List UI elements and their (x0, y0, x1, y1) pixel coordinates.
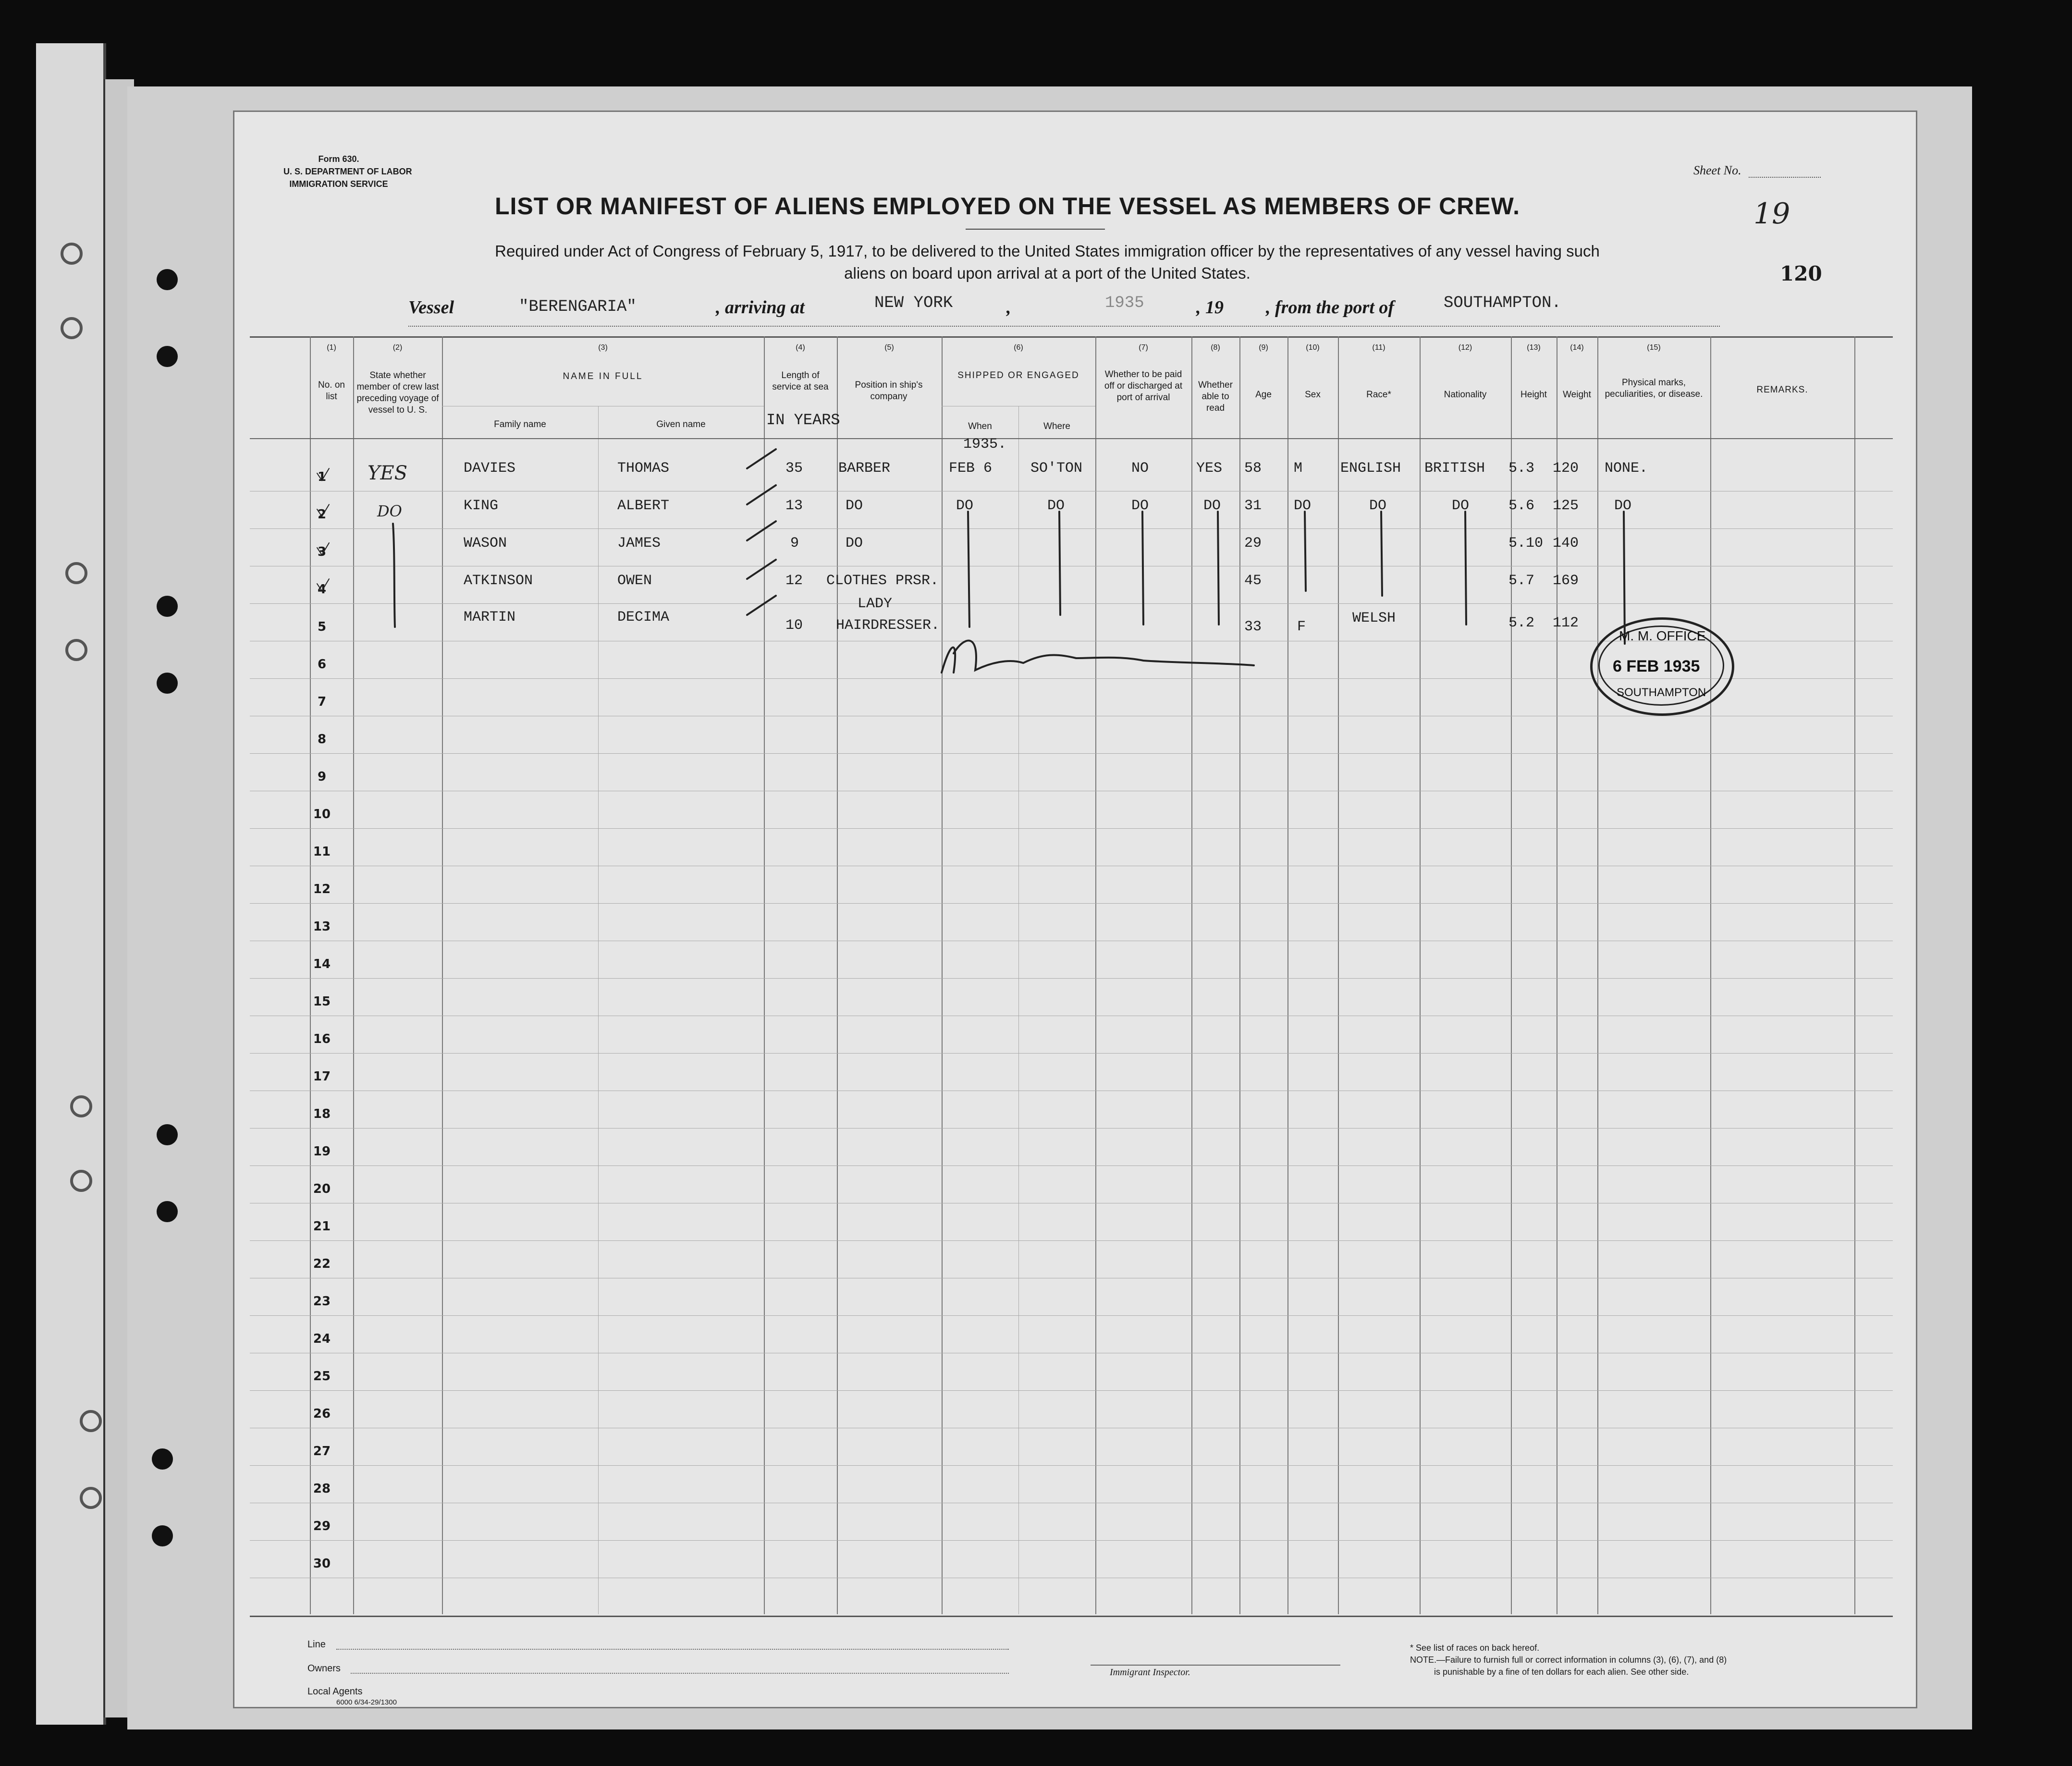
row-number: 26 (313, 1407, 331, 1421)
sheet-number: 19 (1753, 197, 1790, 231)
cell-age: 58 (1244, 460, 1262, 477)
cell-race: WELSH (1352, 610, 1396, 626)
column-head-no: No. on list (318, 380, 345, 402)
column-head-previous-voyage: State whether member of crew last preceding voyage of vessel to U. S. (356, 370, 439, 415)
year-label: , 19 (1196, 297, 1224, 318)
row-number: 1 (317, 470, 327, 484)
column-number: (5) (884, 343, 894, 352)
check-mark (317, 468, 329, 480)
cell-paid-off: NO (1131, 460, 1149, 477)
cell-weight: 125 (1553, 498, 1579, 514)
check-mark (317, 504, 329, 516)
cell-sex: M (1294, 460, 1303, 477)
service-name: IMMIGRATION SERVICE (289, 179, 388, 189)
cell-given-name: JAMES (617, 535, 661, 552)
cell-service: 12 (785, 573, 803, 589)
cell-position: DO (846, 498, 863, 514)
stamp-top-text: M. M. OFFICE (1619, 628, 1706, 643)
row-number: 27 (313, 1444, 331, 1459)
column-head-weight: Weight (1563, 390, 1591, 400)
cell-height: 5.3 (1508, 460, 1535, 477)
column-head-position: Position in ship's company (855, 380, 923, 402)
column-head-age: Age (1255, 390, 1272, 400)
ditto-line (1381, 512, 1382, 596)
ditto-line (1218, 512, 1219, 625)
row-number: 5 (317, 620, 327, 634)
cell-sex: F (1297, 619, 1306, 635)
fine-note-line-1: NOTE.—Failure to furnish full or correct information in columns (3), (6), (7), and (8) (1410, 1655, 1727, 1665)
owners-label: Owners (307, 1663, 341, 1674)
cell-given-name: DECIMA (617, 609, 670, 625)
cell-physical-marks: DO (1614, 498, 1632, 514)
cell-race: ENGLISH (1340, 460, 1401, 477)
ditto-line (393, 524, 395, 627)
subhead-where: Where (1043, 421, 1070, 431)
cell-where: DO (1047, 498, 1065, 514)
cell-given-name: ALBERT (617, 498, 670, 514)
row-number: 30 (313, 1557, 331, 1571)
ditto-line (1305, 512, 1306, 591)
form-number: Form 630. (318, 154, 359, 164)
cell-sex: DO (1294, 498, 1312, 514)
tick-mark (747, 449, 776, 468)
line-label: Line (307, 1639, 326, 1650)
sheet-number-label: Sheet No. (1693, 163, 1741, 177)
races-note: * See list of races on back hereof. (1410, 1643, 1540, 1653)
cell-service: 9 (790, 535, 799, 552)
cell-previous-voyage: DO (377, 502, 402, 520)
cell-weight: 112 (1553, 615, 1579, 631)
local-agents-label: Local Agents (307, 1686, 363, 1697)
arrival-date: 1935 (1105, 294, 1144, 312)
column-head-shipped: SHIPPED OR ENGAGED (957, 370, 1079, 380)
cell-family-name: ATKINSON (464, 573, 533, 589)
cell-height: 5.10 (1508, 535, 1544, 552)
cell-position: BARBER (838, 460, 891, 477)
row-number: 12 (313, 882, 331, 896)
print-code: 6000 6/34-29/1300 (336, 1698, 397, 1706)
cell-physical-marks: NONE. (1605, 460, 1648, 477)
department-name: U. S. DEPARTMENT OF LABOR (283, 167, 412, 176)
cell-position: LADY (858, 596, 893, 612)
stamp-date: 6 FEB 1935 (1613, 657, 1700, 675)
cell-where: SO'TON (1030, 460, 1083, 477)
row-number: 3 (317, 545, 327, 559)
column-head-height: Height (1520, 390, 1547, 400)
cell-age: 29 (1244, 535, 1262, 552)
cell-nationality: DO (1452, 498, 1470, 514)
column-number: (7) (1139, 343, 1148, 352)
column-head-paid-off: Whether to be paid off or discharged at port of arrival (1104, 369, 1183, 403)
cell-when: FEB 6 (949, 460, 993, 477)
check-mark (317, 579, 329, 591)
inspector-field (1091, 1665, 1340, 1666)
arriving-label: , arriving at (716, 297, 805, 318)
subhead-when: When (968, 421, 992, 431)
cell-previous-voyage: YES (368, 462, 408, 484)
row-number: 21 (313, 1219, 331, 1234)
signature (942, 640, 1254, 673)
stamp-bottom-text: SOUTHAMPTON (1617, 686, 1706, 699)
cell-family-name: WASON (464, 535, 507, 552)
tick-mark (747, 560, 776, 579)
owners-field (351, 1673, 1009, 1674)
row-number: 8 (317, 732, 327, 747)
row-number: 15 (313, 994, 331, 1009)
column-head-sex: Sex (1305, 390, 1321, 400)
cell-family-name: MARTIN (464, 609, 516, 625)
row-number: 18 (313, 1107, 331, 1121)
cell-age: 31 (1244, 498, 1262, 514)
cell-given-name: THOMAS (617, 460, 670, 477)
row-number: 13 (313, 920, 331, 934)
row-number: 23 (313, 1294, 331, 1309)
cell-when: DO (956, 498, 974, 514)
service-unit: IN YEARS (766, 411, 840, 429)
ditto-line (1059, 512, 1060, 615)
shipped-year: 1935. (963, 436, 1007, 453)
subtitle-line-2: aliens on board upon arrival at a port of the United States. (844, 264, 1251, 282)
fine-note-line-2: is punishable by a fine of ten dollars for each alien. See other side. (1434, 1667, 1689, 1677)
column-number: (13) (1527, 343, 1541, 352)
column-number: (15) (1647, 343, 1661, 352)
column-head-race: Race* (1366, 390, 1391, 400)
inspector-label: Immigrant Inspector. (1110, 1667, 1190, 1678)
cell-family-name: KING (464, 498, 499, 514)
column-head-remarks: REMARKS. (1756, 385, 1808, 395)
column-head-service: Length of service at sea (772, 370, 829, 392)
cell-height: 5.6 (1508, 498, 1535, 514)
page-title: LIST OR MANIFEST OF ALIENS EMPLOYED ON THE VESSEL AS MEMBERS OF CREW. (495, 193, 1520, 220)
row-number: 6 (317, 657, 327, 672)
comma: , (1006, 297, 1011, 318)
cell-family-name: DAVIES (464, 460, 516, 477)
line-field (336, 1649, 1009, 1650)
row-number: 16 (313, 1032, 331, 1046)
row-number: 14 (313, 957, 331, 971)
tick-mark (747, 596, 776, 615)
cell-age: 45 (1244, 573, 1262, 589)
subhead-given-name: Given name (656, 419, 706, 429)
cell-service: 10 (785, 617, 803, 634)
column-number: (8) (1211, 343, 1220, 352)
row-number: 7 (317, 695, 327, 709)
column-head-physical-marks: Physical marks, peculiarities, or disease. (1605, 378, 1703, 399)
column-number: (14) (1570, 343, 1584, 352)
vessel-name: "BERENGARIA" (519, 298, 637, 316)
column-number: (12) (1458, 343, 1472, 352)
cell-service: 35 (785, 460, 803, 477)
row-number: 19 (313, 1144, 331, 1159)
column-number: (10) (1306, 343, 1320, 352)
from-port-label: , from the port of (1266, 297, 1395, 318)
page-number: 120 (1780, 262, 1822, 285)
row-number: 25 (313, 1369, 331, 1384)
tick-mark (747, 521, 776, 540)
office-stamp (1590, 617, 1734, 716)
column-number: (11) (1372, 343, 1385, 352)
cell-read: YES (1196, 460, 1223, 477)
row-number: 17 (313, 1069, 331, 1084)
column-number: (6) (1014, 343, 1023, 352)
row-number: 20 (313, 1182, 331, 1196)
ditto-line (1465, 512, 1466, 625)
row-number: 29 (313, 1519, 331, 1533)
arriving-port: NEW YORK (874, 294, 953, 312)
subhead-family-name: Family name (494, 419, 546, 429)
cell-position-line2: HAIRDRESSER. (836, 617, 940, 634)
cell-position: DO (846, 535, 863, 552)
ditto-line (968, 512, 969, 627)
row-number: 10 (313, 807, 331, 822)
subtitle-line-1: Required under Act of Congress of February 5, 1917, to be delivered to the United States immigration officer by the representatives of any vessel having such (495, 242, 1600, 260)
row-number: 9 (317, 770, 327, 784)
column-number: (1) (327, 343, 336, 352)
column-head-nationality: Nationality (1444, 390, 1487, 400)
vessel-label: Vessel (408, 297, 454, 318)
from-port: SOUTHAMPTON. (1444, 294, 1561, 312)
cell-race: DO (1369, 498, 1387, 514)
cell-height: 5.7 (1508, 573, 1535, 589)
row-number: 28 (313, 1482, 331, 1496)
column-number: (3) (598, 343, 608, 352)
cell-read: DO (1203, 498, 1221, 514)
cell-weight: 140 (1553, 535, 1579, 552)
check-mark (317, 543, 329, 555)
column-number: (9) (1259, 343, 1268, 352)
cell-weight: 169 (1553, 573, 1579, 589)
tick-mark (747, 485, 776, 504)
row-number: 4 (317, 582, 327, 597)
cell-age: 33 (1244, 619, 1262, 635)
ditto-line (1142, 512, 1143, 625)
cell-given-name: OWEN (617, 573, 652, 589)
row-number: 2 (317, 507, 327, 522)
cell-height: 5.2 (1508, 615, 1535, 631)
row-number: 11 (313, 845, 331, 859)
row-number: 22 (313, 1257, 331, 1271)
cell-paid-off: DO (1131, 498, 1149, 514)
column-number: (2) (392, 343, 403, 352)
cell-nationality: BRITISH (1424, 460, 1485, 477)
cell-service: 13 (785, 498, 803, 514)
column-number: (4) (796, 343, 805, 352)
column-head-read: Whether able to read (1198, 380, 1233, 413)
cell-weight: 120 (1553, 460, 1579, 477)
cell-position: CLOTHES PRSR. (826, 573, 939, 589)
row-number: 24 (313, 1332, 331, 1346)
column-head-name: NAME IN FULL (563, 371, 643, 381)
